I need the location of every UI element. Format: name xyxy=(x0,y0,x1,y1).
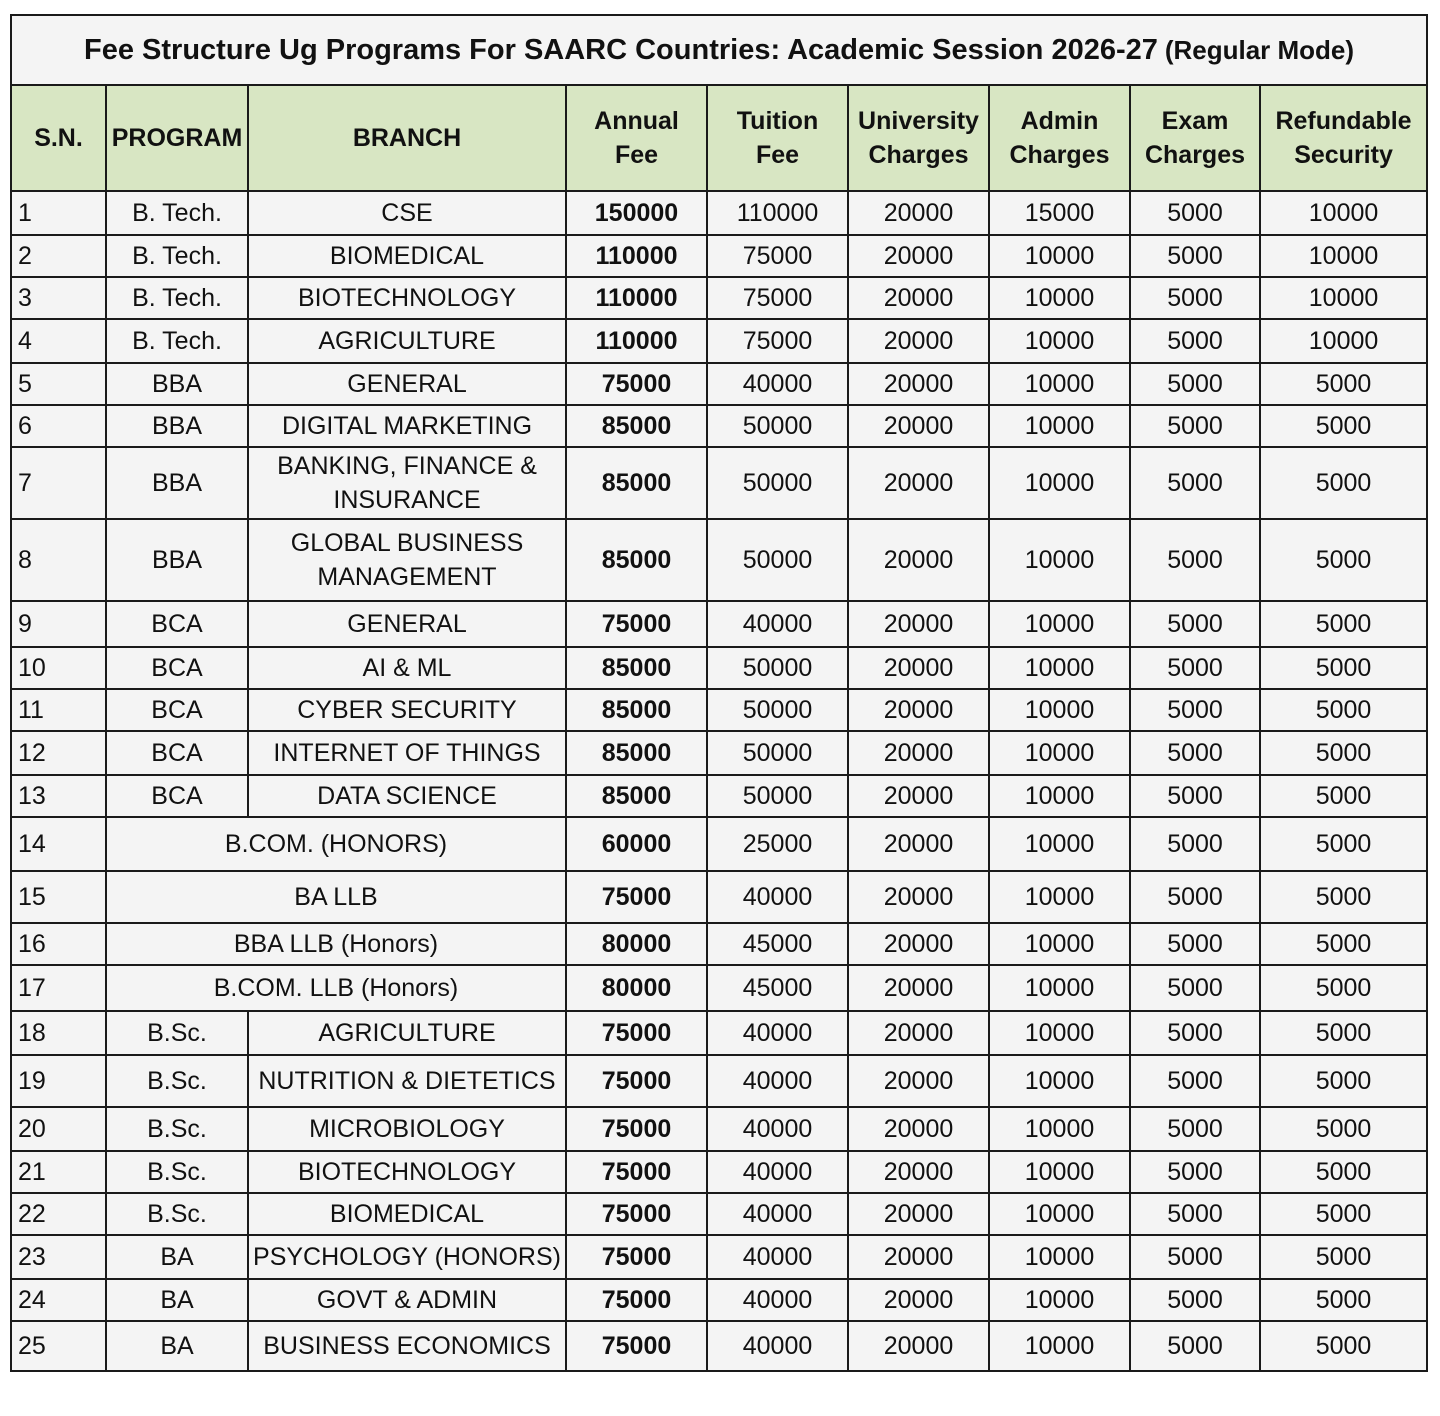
cell-exam-charges: 5000 xyxy=(1130,319,1260,363)
cell-university-charges: 20000 xyxy=(848,1107,989,1151)
cell-sn: 11 xyxy=(11,689,106,731)
cell-sn: 16 xyxy=(11,923,106,965)
cell-branch: AGRICULTURE xyxy=(248,1011,566,1055)
cell-sn: 22 xyxy=(11,1193,106,1235)
cell-tuition-fee: 50000 xyxy=(707,689,848,731)
cell-sn: 18 xyxy=(11,1011,106,1055)
cell-annual-fee: 85000 xyxy=(566,447,707,519)
cell-university-charges: 20000 xyxy=(848,405,989,447)
cell-refundable-security: 5000 xyxy=(1260,363,1427,405)
header-university-charges: University Charges xyxy=(848,85,989,191)
cell-program: B.Sc. xyxy=(106,1011,248,1055)
cell-exam-charges: 5000 xyxy=(1130,1107,1260,1151)
cell-sn: 8 xyxy=(11,519,106,601)
cell-annual-fee: 85000 xyxy=(566,519,707,601)
cell-program: B.COM. (HONORS) xyxy=(106,817,566,871)
cell-refundable-security: 5000 xyxy=(1260,1151,1427,1193)
table-row xyxy=(11,923,1427,965)
cell-program: B.Sc. xyxy=(106,1107,248,1151)
cell-sn: 23 xyxy=(11,1235,106,1279)
cell-sn: 24 xyxy=(11,1279,106,1321)
cell-annual-fee: 85000 xyxy=(566,775,707,817)
table-row xyxy=(11,277,1427,319)
cell-tuition-fee: 50000 xyxy=(707,731,848,775)
cell-admin-charges: 10000 xyxy=(989,405,1130,447)
cell-refundable-security: 10000 xyxy=(1260,191,1427,235)
cell-university-charges: 20000 xyxy=(848,923,989,965)
cell-tuition-fee: 50000 xyxy=(707,775,848,817)
cell-program: B. Tech. xyxy=(106,277,248,319)
cell-tuition-fee: 50000 xyxy=(707,519,848,601)
table-row xyxy=(11,1011,1427,1055)
table-row xyxy=(11,601,1427,647)
header-program: PROGRAM xyxy=(106,85,248,191)
cell-admin-charges: 10000 xyxy=(989,1235,1130,1279)
cell-program: B.Sc. xyxy=(106,1055,248,1107)
table-row xyxy=(11,519,1427,601)
cell-annual-fee: 150000 xyxy=(566,191,707,235)
cell-exam-charges: 5000 xyxy=(1130,519,1260,601)
cell-university-charges: 20000 xyxy=(848,519,989,601)
cell-university-charges: 20000 xyxy=(848,871,989,923)
header-sn: S.N. xyxy=(11,85,106,191)
cell-tuition-fee: 40000 xyxy=(707,1151,848,1193)
cell-tuition-fee: 110000 xyxy=(707,191,848,235)
cell-tuition-fee: 50000 xyxy=(707,647,848,689)
fee-table xyxy=(10,14,1428,1372)
cell-branch: BIOMEDICAL xyxy=(248,1193,566,1235)
header-refundable-security: Refundable Security xyxy=(1260,85,1427,191)
cell-university-charges: 20000 xyxy=(848,319,989,363)
cell-branch: NUTRITION & DIETETICS xyxy=(248,1055,566,1107)
cell-admin-charges: 10000 xyxy=(989,689,1130,731)
cell-admin-charges: 10000 xyxy=(989,319,1130,363)
fee-table-body xyxy=(11,191,1427,1371)
cell-university-charges: 20000 xyxy=(848,731,989,775)
cell-annual-fee: 75000 xyxy=(566,1193,707,1235)
cell-exam-charges: 5000 xyxy=(1130,817,1260,871)
cell-program: BCA xyxy=(106,731,248,775)
cell-sn: 10 xyxy=(11,647,106,689)
cell-branch: BIOTECHNOLOGY xyxy=(248,277,566,319)
cell-exam-charges: 5000 xyxy=(1130,277,1260,319)
header-tuition-fee: Tuition Fee xyxy=(707,85,848,191)
cell-university-charges: 20000 xyxy=(848,1055,989,1107)
cell-exam-charges: 5000 xyxy=(1130,601,1260,647)
cell-annual-fee: 75000 xyxy=(566,1107,707,1151)
cell-branch: GLOBAL BUSINESS MANAGEMENT xyxy=(248,519,566,601)
table-row xyxy=(11,1107,1427,1151)
cell-refundable-security: 5000 xyxy=(1260,871,1427,923)
cell-university-charges: 20000 xyxy=(848,1011,989,1055)
cell-annual-fee: 75000 xyxy=(566,1151,707,1193)
cell-tuition-fee: 40000 xyxy=(707,1011,848,1055)
cell-tuition-fee: 75000 xyxy=(707,277,848,319)
cell-admin-charges: 10000 xyxy=(989,731,1130,775)
cell-sn: 25 xyxy=(11,1321,106,1371)
table-row xyxy=(11,689,1427,731)
cell-refundable-security: 5000 xyxy=(1260,1193,1427,1235)
cell-exam-charges: 5000 xyxy=(1130,405,1260,447)
cell-exam-charges: 5000 xyxy=(1130,1193,1260,1235)
cell-program: B.Sc. xyxy=(106,1193,248,1235)
cell-refundable-security: 5000 xyxy=(1260,405,1427,447)
table-row xyxy=(11,775,1427,817)
cell-exam-charges: 5000 xyxy=(1130,965,1260,1011)
cell-admin-charges: 10000 xyxy=(989,601,1130,647)
cell-university-charges: 20000 xyxy=(848,817,989,871)
cell-tuition-fee: 25000 xyxy=(707,817,848,871)
cell-sn: 2 xyxy=(11,235,106,277)
table-row xyxy=(11,1151,1427,1193)
cell-exam-charges: 5000 xyxy=(1130,775,1260,817)
cell-annual-fee: 75000 xyxy=(566,1011,707,1055)
cell-exam-charges: 5000 xyxy=(1130,1321,1260,1371)
cell-university-charges: 20000 xyxy=(848,1321,989,1371)
cell-annual-fee: 85000 xyxy=(566,689,707,731)
table-row xyxy=(11,363,1427,405)
cell-refundable-security: 5000 xyxy=(1260,601,1427,647)
cell-exam-charges: 5000 xyxy=(1130,923,1260,965)
cell-university-charges: 20000 xyxy=(848,235,989,277)
cell-program: BCA xyxy=(106,775,248,817)
table-row xyxy=(11,447,1427,519)
table-row xyxy=(11,1279,1427,1321)
cell-annual-fee: 75000 xyxy=(566,363,707,405)
cell-university-charges: 20000 xyxy=(848,965,989,1011)
cell-exam-charges: 5000 xyxy=(1130,1055,1260,1107)
cell-refundable-security: 5000 xyxy=(1260,965,1427,1011)
cell-program: BCA xyxy=(106,647,248,689)
cell-tuition-fee: 40000 xyxy=(707,1279,848,1321)
cell-tuition-fee: 45000 xyxy=(707,965,848,1011)
cell-annual-fee: 110000 xyxy=(566,277,707,319)
cell-tuition-fee: 75000 xyxy=(707,319,848,363)
cell-university-charges: 20000 xyxy=(848,1193,989,1235)
cell-tuition-fee: 40000 xyxy=(707,601,848,647)
cell-admin-charges: 10000 xyxy=(989,447,1130,519)
cell-annual-fee: 75000 xyxy=(566,1321,707,1371)
cell-exam-charges: 5000 xyxy=(1130,447,1260,519)
cell-university-charges: 20000 xyxy=(848,1235,989,1279)
table-row xyxy=(11,191,1427,235)
cell-annual-fee: 75000 xyxy=(566,1235,707,1279)
table-row xyxy=(11,871,1427,923)
cell-refundable-security: 5000 xyxy=(1260,1107,1427,1151)
cell-university-charges: 20000 xyxy=(848,601,989,647)
cell-university-charges: 20000 xyxy=(848,1151,989,1193)
table-row xyxy=(11,319,1427,363)
cell-tuition-fee: 40000 xyxy=(707,871,848,923)
cell-refundable-security: 5000 xyxy=(1260,519,1427,601)
cell-university-charges: 20000 xyxy=(848,689,989,731)
cell-tuition-fee: 40000 xyxy=(707,1321,848,1371)
cell-branch: INTERNET OF THINGS xyxy=(248,731,566,775)
cell-program: B. Tech. xyxy=(106,191,248,235)
cell-refundable-security: 10000 xyxy=(1260,235,1427,277)
cell-exam-charges: 5000 xyxy=(1130,235,1260,277)
cell-refundable-security: 5000 xyxy=(1260,817,1427,871)
cell-program: BBA xyxy=(106,447,248,519)
cell-program: B.Sc. xyxy=(106,1151,248,1193)
cell-program: BA xyxy=(106,1321,248,1371)
cell-branch: BIOMEDICAL xyxy=(248,235,566,277)
cell-university-charges: 20000 xyxy=(848,363,989,405)
cell-sn: 5 xyxy=(11,363,106,405)
cell-admin-charges: 10000 xyxy=(989,1193,1130,1235)
cell-annual-fee: 110000 xyxy=(566,235,707,277)
cell-annual-fee: 110000 xyxy=(566,319,707,363)
cell-admin-charges: 10000 xyxy=(989,277,1130,319)
cell-refundable-security: 5000 xyxy=(1260,1279,1427,1321)
cell-branch: MICROBIOLOGY xyxy=(248,1107,566,1151)
cell-tuition-fee: 50000 xyxy=(707,447,848,519)
cell-exam-charges: 5000 xyxy=(1130,1279,1260,1321)
cell-sn: 1 xyxy=(11,191,106,235)
cell-refundable-security: 5000 xyxy=(1260,447,1427,519)
cell-exam-charges: 5000 xyxy=(1130,647,1260,689)
cell-program: BBA xyxy=(106,363,248,405)
table-row xyxy=(11,1321,1427,1371)
table-row xyxy=(11,647,1427,689)
cell-admin-charges: 10000 xyxy=(989,923,1130,965)
cell-refundable-security: 10000 xyxy=(1260,277,1427,319)
cell-annual-fee: 60000 xyxy=(566,817,707,871)
cell-admin-charges: 10000 xyxy=(989,1151,1130,1193)
cell-admin-charges: 10000 xyxy=(989,817,1130,871)
cell-tuition-fee: 40000 xyxy=(707,1107,848,1151)
cell-annual-fee: 75000 xyxy=(566,1279,707,1321)
cell-branch: BUSINESS ECONOMICS xyxy=(248,1321,566,1371)
cell-admin-charges: 10000 xyxy=(989,871,1130,923)
cell-sn: 13 xyxy=(11,775,106,817)
cell-refundable-security: 5000 xyxy=(1260,1321,1427,1371)
cell-exam-charges: 5000 xyxy=(1130,1011,1260,1055)
cell-annual-fee: 85000 xyxy=(566,405,707,447)
cell-branch: BIOTECHNOLOGY xyxy=(248,1151,566,1193)
cell-program: BCA xyxy=(106,601,248,647)
table-row xyxy=(11,1193,1427,1235)
title-main: Fee Structure Ug Programs For SAARC Countries: Academic Session 2026-27 xyxy=(84,33,1158,66)
cell-branch: GENERAL xyxy=(248,601,566,647)
table-row xyxy=(11,817,1427,871)
cell-sn: 4 xyxy=(11,319,106,363)
cell-refundable-security: 10000 xyxy=(1260,319,1427,363)
cell-admin-charges: 10000 xyxy=(989,1279,1130,1321)
cell-program: BA xyxy=(106,1235,248,1279)
cell-program: BBA xyxy=(106,519,248,601)
cell-refundable-security: 5000 xyxy=(1260,775,1427,817)
cell-refundable-security: 5000 xyxy=(1260,731,1427,775)
cell-refundable-security: 5000 xyxy=(1260,1235,1427,1279)
cell-refundable-security: 5000 xyxy=(1260,1011,1427,1055)
cell-branch: DATA SCIENCE xyxy=(248,775,566,817)
table-row xyxy=(11,731,1427,775)
cell-branch: BANKING, FINANCE & INSURANCE xyxy=(248,447,566,519)
cell-admin-charges: 10000 xyxy=(989,235,1130,277)
cell-branch: GOVT & ADMIN xyxy=(248,1279,566,1321)
cell-university-charges: 20000 xyxy=(848,277,989,319)
cell-annual-fee: 80000 xyxy=(566,965,707,1011)
cell-program: BBA xyxy=(106,405,248,447)
cell-program: B. Tech. xyxy=(106,235,248,277)
cell-exam-charges: 5000 xyxy=(1130,1151,1260,1193)
header-row xyxy=(11,85,1427,191)
cell-branch: AI & ML xyxy=(248,647,566,689)
cell-sn: 9 xyxy=(11,601,106,647)
cell-university-charges: 20000 xyxy=(848,647,989,689)
header-annual-fee: Annual Fee xyxy=(566,85,707,191)
cell-branch: GENERAL xyxy=(248,363,566,405)
header-exam-charges: Exam Charges xyxy=(1130,85,1260,191)
header-admin-charges: Admin Charges xyxy=(989,85,1130,191)
cell-sn: 3 xyxy=(11,277,106,319)
cell-admin-charges: 10000 xyxy=(989,775,1130,817)
cell-exam-charges: 5000 xyxy=(1130,1235,1260,1279)
fee-structure-sheet xyxy=(10,14,1426,1372)
cell-sn: 21 xyxy=(11,1151,106,1193)
cell-admin-charges: 10000 xyxy=(989,965,1130,1011)
cell-university-charges: 20000 xyxy=(848,191,989,235)
title-mode: (Regular Mode) xyxy=(1164,34,1355,65)
cell-annual-fee: 75000 xyxy=(566,1055,707,1107)
header-branch: BRANCH xyxy=(248,85,566,191)
cell-annual-fee: 75000 xyxy=(566,871,707,923)
cell-refundable-security: 5000 xyxy=(1260,647,1427,689)
table-row xyxy=(11,405,1427,447)
cell-refundable-security: 5000 xyxy=(1260,1055,1427,1107)
cell-exam-charges: 5000 xyxy=(1130,363,1260,405)
cell-annual-fee: 75000 xyxy=(566,601,707,647)
cell-program: BCA xyxy=(106,689,248,731)
cell-branch: CYBER SECURITY xyxy=(248,689,566,731)
cell-sn: 7 xyxy=(11,447,106,519)
cell-refundable-security: 5000 xyxy=(1260,689,1427,731)
cell-tuition-fee: 40000 xyxy=(707,363,848,405)
cell-sn: 12 xyxy=(11,731,106,775)
cell-sn: 15 xyxy=(11,871,106,923)
cell-annual-fee: 85000 xyxy=(566,731,707,775)
cell-program: B.COM. LLB (Honors) xyxy=(106,965,566,1011)
cell-sn: 14 xyxy=(11,817,106,871)
cell-tuition-fee: 40000 xyxy=(707,1235,848,1279)
cell-exam-charges: 5000 xyxy=(1130,871,1260,923)
cell-program: BA xyxy=(106,1279,248,1321)
table-row xyxy=(11,1055,1427,1107)
cell-tuition-fee: 40000 xyxy=(707,1055,848,1107)
table-row xyxy=(11,235,1427,277)
cell-admin-charges: 10000 xyxy=(989,1321,1130,1371)
cell-tuition-fee: 50000 xyxy=(707,405,848,447)
cell-branch: PSYCHOLOGY (HONORS) xyxy=(248,1235,566,1279)
cell-sn: 19 xyxy=(11,1055,106,1107)
cell-branch: AGRICULTURE xyxy=(248,319,566,363)
cell-refundable-security: 5000 xyxy=(1260,923,1427,965)
cell-branch: CSE xyxy=(248,191,566,235)
cell-tuition-fee: 75000 xyxy=(707,235,848,277)
cell-program: BA LLB xyxy=(106,871,566,923)
cell-annual-fee: 85000 xyxy=(566,647,707,689)
cell-branch: DIGITAL MARKETING xyxy=(248,405,566,447)
cell-admin-charges: 10000 xyxy=(989,1107,1130,1151)
cell-admin-charges: 15000 xyxy=(989,191,1130,235)
cell-university-charges: 20000 xyxy=(848,775,989,817)
cell-exam-charges: 5000 xyxy=(1130,689,1260,731)
cell-admin-charges: 10000 xyxy=(989,1055,1130,1107)
cell-tuition-fee: 40000 xyxy=(707,1193,848,1235)
cell-tuition-fee: 45000 xyxy=(707,923,848,965)
cell-university-charges: 20000 xyxy=(848,1279,989,1321)
cell-exam-charges: 5000 xyxy=(1130,191,1260,235)
cell-annual-fee: 80000 xyxy=(566,923,707,965)
cell-sn: 6 xyxy=(11,405,106,447)
cell-university-charges: 20000 xyxy=(848,447,989,519)
table-row xyxy=(11,1235,1427,1279)
cell-admin-charges: 10000 xyxy=(989,647,1130,689)
table-title xyxy=(11,15,1427,85)
cell-program: BBA LLB (Honors) xyxy=(106,923,566,965)
cell-sn: 20 xyxy=(11,1107,106,1151)
table-row xyxy=(11,965,1427,1011)
cell-sn: 17 xyxy=(11,965,106,1011)
cell-exam-charges: 5000 xyxy=(1130,731,1260,775)
cell-admin-charges: 10000 xyxy=(989,363,1130,405)
cell-admin-charges: 10000 xyxy=(989,1011,1130,1055)
cell-admin-charges: 10000 xyxy=(989,519,1130,601)
cell-program: B. Tech. xyxy=(106,319,248,363)
